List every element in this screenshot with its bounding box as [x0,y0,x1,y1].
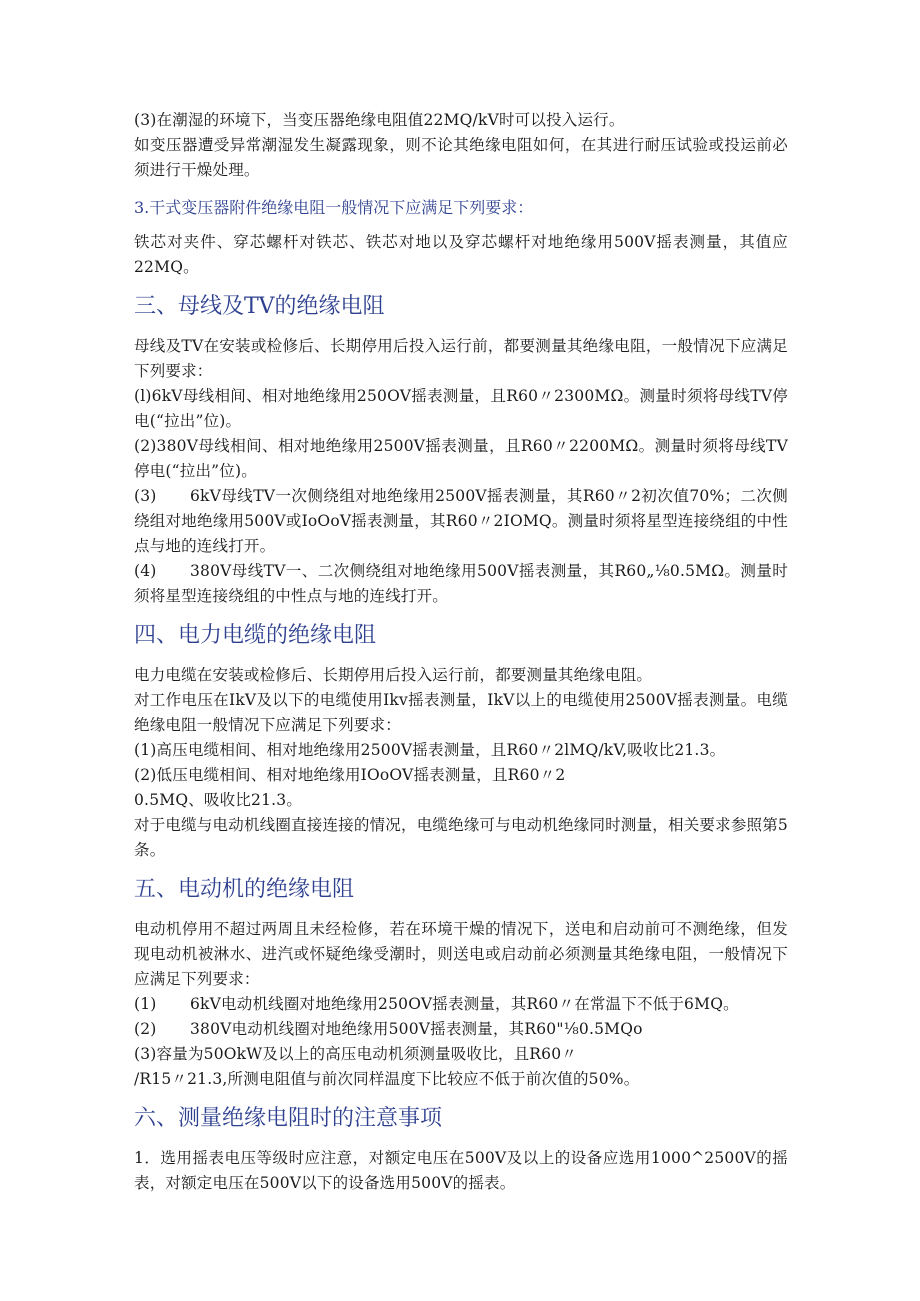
list-item-cable-2b: 0.5MQ、吸收比21.3。 [134,791,303,809]
list-item-motor-1 [134,992,788,1017]
subheading-dry-transformer-accessories: 3.干式变压器附件绝缘电阻一般情况下应满足下列要求： [134,198,534,217]
list-item-motor-2 [134,1017,788,1042]
list-item-cable-2a: (2)低压电缆相间、相对地绝缘用IOoOV摇表测量，且R60〃2 [134,766,566,784]
list-number: (4) [134,562,157,580]
list-item-cable-1: (1)高压电缆相间、相对地绝缘用2500V摇表测量，且R60〃2lMQ/kV,吸收比21.3。 [134,741,726,759]
list-number: (2) [134,1020,157,1038]
list-item-busbar-4 [134,559,788,609]
list-item-busbar-1: (l)6kV母线相间、相对地绝缘用250OV摇表测量，且R60〃2300MΩ。测量时须将母线TV停电(“拉出”位)。 [134,387,788,430]
list-number: (1) [134,995,157,1013]
document-page [134,108,788,1196]
list-text: 6kV母线TV一次侧绕组对地绝缘用2500V摇表测量，其R60〃2初次值70%；二次侧绕组对地绝缘用500V或IoOoV摇表测量，其R60〃2IOMQ。测量时须将星型连接绕组的中性点与地的连线打开。 [134,487,788,555]
list-text: 380V电动机线圈对地绝缘用500V摇表测量，其R60"⅛0.5MQo [190,1020,643,1038]
heading-section-3: 三、母线及TV的绝缘电阻 [134,294,385,319]
list-text: 380V母线TV一、二次侧绕组对地绝缘用500V摇表测量，其R60„⅛0.5MΩ。测量时须将星型连接绕组的中性点与地的连线打开。 [134,562,788,605]
heading-section-4: 四、电力电缆的绝缘电阻 [134,623,377,648]
list-number: (3) [134,487,157,505]
list-item-notes-1: 1．选用摇表电压等级时应注意，对额定电压在500V及以上的设备应选用1000^2500V的摇表，对额定电压在500V以下的设备选用500V的摇表。 [134,1149,788,1192]
heading-section-5: 五、电动机的绝缘电阻 [134,877,355,902]
paragraph-busbar-intro: 母线及TV在安装或检修后、长期停用后投入运行前，都要测量其绝缘电阻，一般情况下应满足下列要求： [134,337,788,380]
paragraph-cable-intro: 电力电缆在安装或检修后、长期停用后投入运行前，都要测量其绝缘电阻。 [134,666,653,684]
paragraph-motor-intro: 电动机停用不超过两周且未经检修，若在环境干燥的情况下，送电和启动前可不测绝缘，但发现电动机被淋水、进汽或怀疑绝缘受潮时，则送电或启动前必须测量其绝缘电阻，一般情况下应满足下列要求： [134,920,788,988]
heading-section-6: 六、测量绝缘电阻时的注意事项 [134,1106,443,1131]
paragraph-cable-megger: 对工作电压在IkV及以下的电缆使用Ikv摇表测量，IkV以上的电缆使用2500V摇表测量。电缆绝缘电阻一般情况下应满足下列要求： [134,691,788,734]
paragraph-condensation: 如变压器遭受异常潮湿发生凝露现象，则不论其绝缘电阻如何，在其进行耐压试验或投运前必须进行干燥处理。 [134,136,788,179]
paragraph-cable-motor: 对于电缆与电动机线圈直接连接的情况，电缆绝缘可与电动机绝缘同时测量，相关要求参照第5条。 [134,816,788,859]
list-item-motor-3a: (3)容量为50OkW及以上的高压电动机须测量吸收比，且R60〃 [134,1045,578,1063]
list-item-busbar-2: (2)380V母线相间、相对地绝缘用2500V摇表测量，且R60〃2200MΩ。测量时须将母线TV停电(“拉出”位)。 [134,437,788,480]
list-item-busbar-3 [134,484,788,559]
paragraph-core-insulation: 铁芯对夹件、穿芯螺杆对铁芯、铁芯对地以及穿芯螺杆对地绝缘用500V摇表测量，其值应22MQ。 [134,233,788,276]
list-item-motor-3b: /R15〃21.3,所测电阻值与前次同样温度下比较应不低于前次值的50%。 [134,1070,640,1088]
paragraph-humid-condition: (3)在潮湿的环境下，当变压器绝缘电阻值22MQ/kV时可以投入运行。 [134,111,625,129]
list-text: 6kV电动机线圈对地绝缘用250OV摇表测量，其R60〃在常温下不低于6MQ。 [190,995,739,1013]
